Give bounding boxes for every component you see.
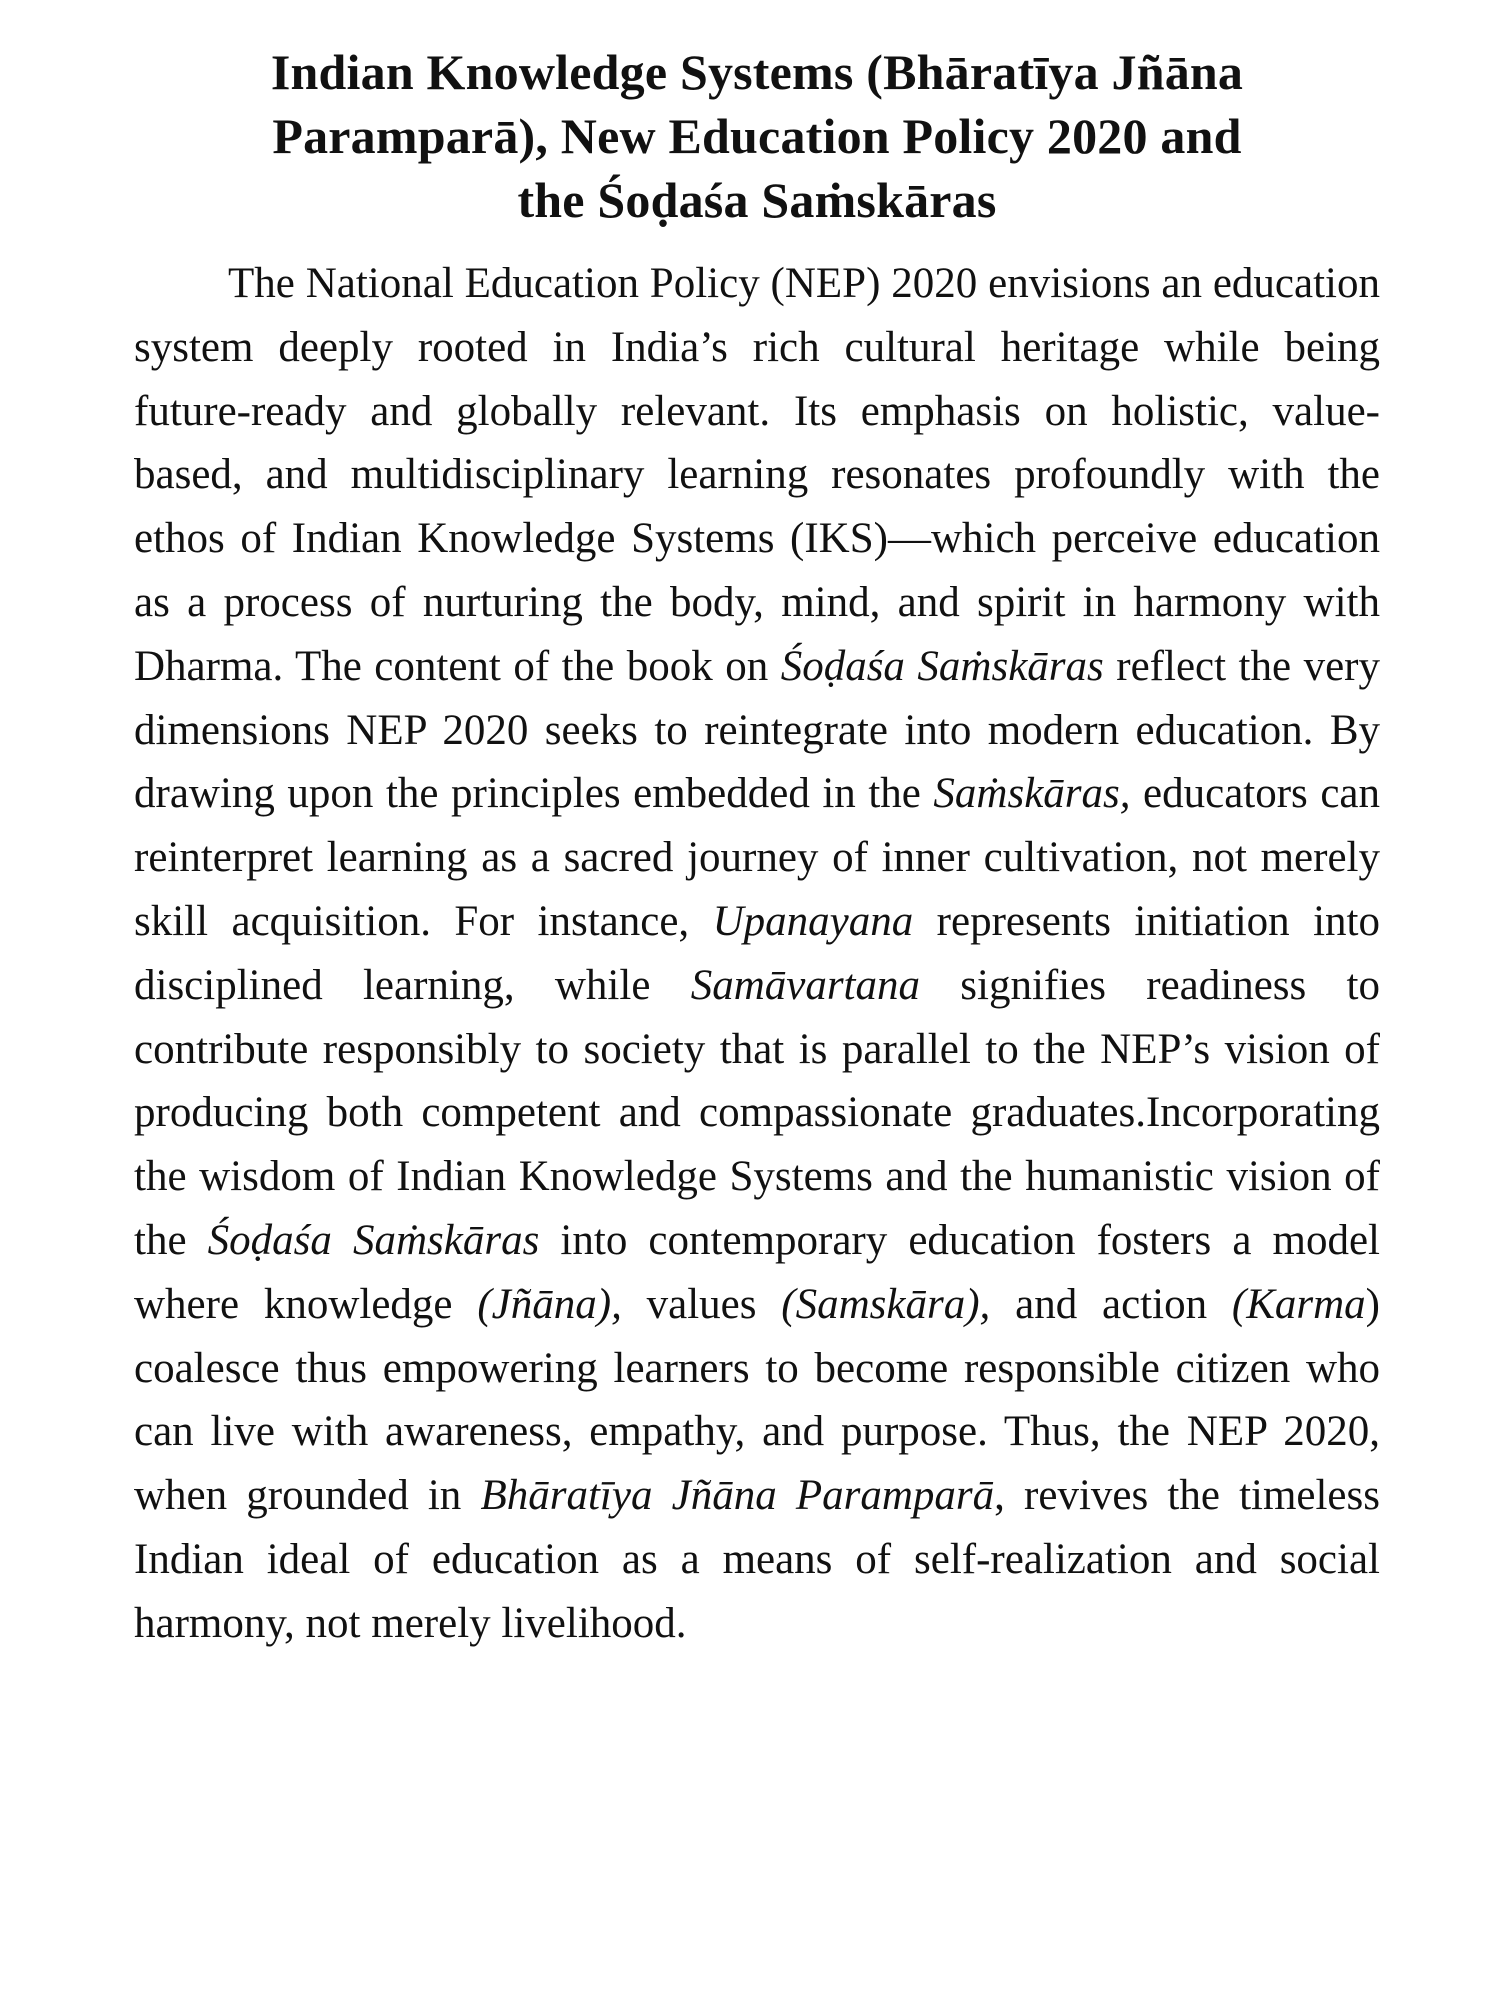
italic-term: (Jñāna), bbox=[477, 1280, 622, 1328]
text-run: signifies readiness to contribute responsibly to society that is parallel to the NEP’s vision of producing both competent and compassionate graduates.Incorporating the wisdom of Indian Knowledge Systems and the humanistic vision of the bbox=[134, 961, 1380, 1264]
text-run: values bbox=[621, 1280, 782, 1328]
italic-term: Bhāratīya Jñāna Paramparā bbox=[480, 1472, 995, 1520]
title-line-1: Indian Knowledge Systems (Bhāratīya Jñāna bbox=[270, 44, 1244, 100]
italic-term: Samāvartana bbox=[690, 961, 921, 1009]
text-run: , revives the timeless Indian ideal of education as a means of self-realization and social harmony, not merely livelihood. bbox=[134, 1472, 1380, 1647]
italic-term: Saṁskāras, bbox=[933, 770, 1131, 818]
italic-term: (Karma bbox=[1231, 1280, 1366, 1328]
italic-term: Śoḍaśa Saṁskāras bbox=[780, 642, 1104, 690]
page-title bbox=[134, 40, 1380, 232]
text-run: The National Education Policy (NEP) 2020 envisions an education system deeply rooted in India’s rich cultural heritage while being future-ready and globally relevant. Its emphasis on holistic, value-based, and multidisciplinary learning resonates profoundly with the ethos of Indian Knowledge Systems (IKS)—which perceive education as a process of nurturing the body, mind, and spirit in harmony with Dharma. The content of the book on bbox=[134, 260, 1380, 690]
text-run: educators can reinterpret learning as a sacred journey of inner cultivation, not merely skill acquisition. For instance, bbox=[134, 770, 1380, 945]
title-line-3: the Śoḍaśa Saṁskāras bbox=[517, 172, 997, 228]
italic-term: (Samskāra), bbox=[781, 1280, 991, 1328]
text-run: and action bbox=[990, 1280, 1232, 1328]
italic-term: Upanayana bbox=[712, 897, 914, 945]
title-line-2: Paramparā), New Education Policy 2020 and bbox=[272, 108, 1242, 164]
italic-term: Śoḍaśa Saṁskāras bbox=[207, 1216, 540, 1264]
text-run: represents initiation into disciplined learning, while bbox=[134, 897, 1380, 1009]
text-run: into contemporary education fosters a model where knowledge bbox=[134, 1216, 1380, 1328]
text-run: reflect the very dimensions NEP 2020 seeks to reintegrate into modern education. By drawing upon the principles embedded in the bbox=[134, 642, 1380, 818]
body-paragraph bbox=[134, 252, 1380, 1656]
text-run: ) coalesce thus empowering learners to become responsible citizen who can live with awareness, empathy, and purpose. Thus, the NEP 2020, when grounded in bbox=[134, 1280, 1380, 1520]
